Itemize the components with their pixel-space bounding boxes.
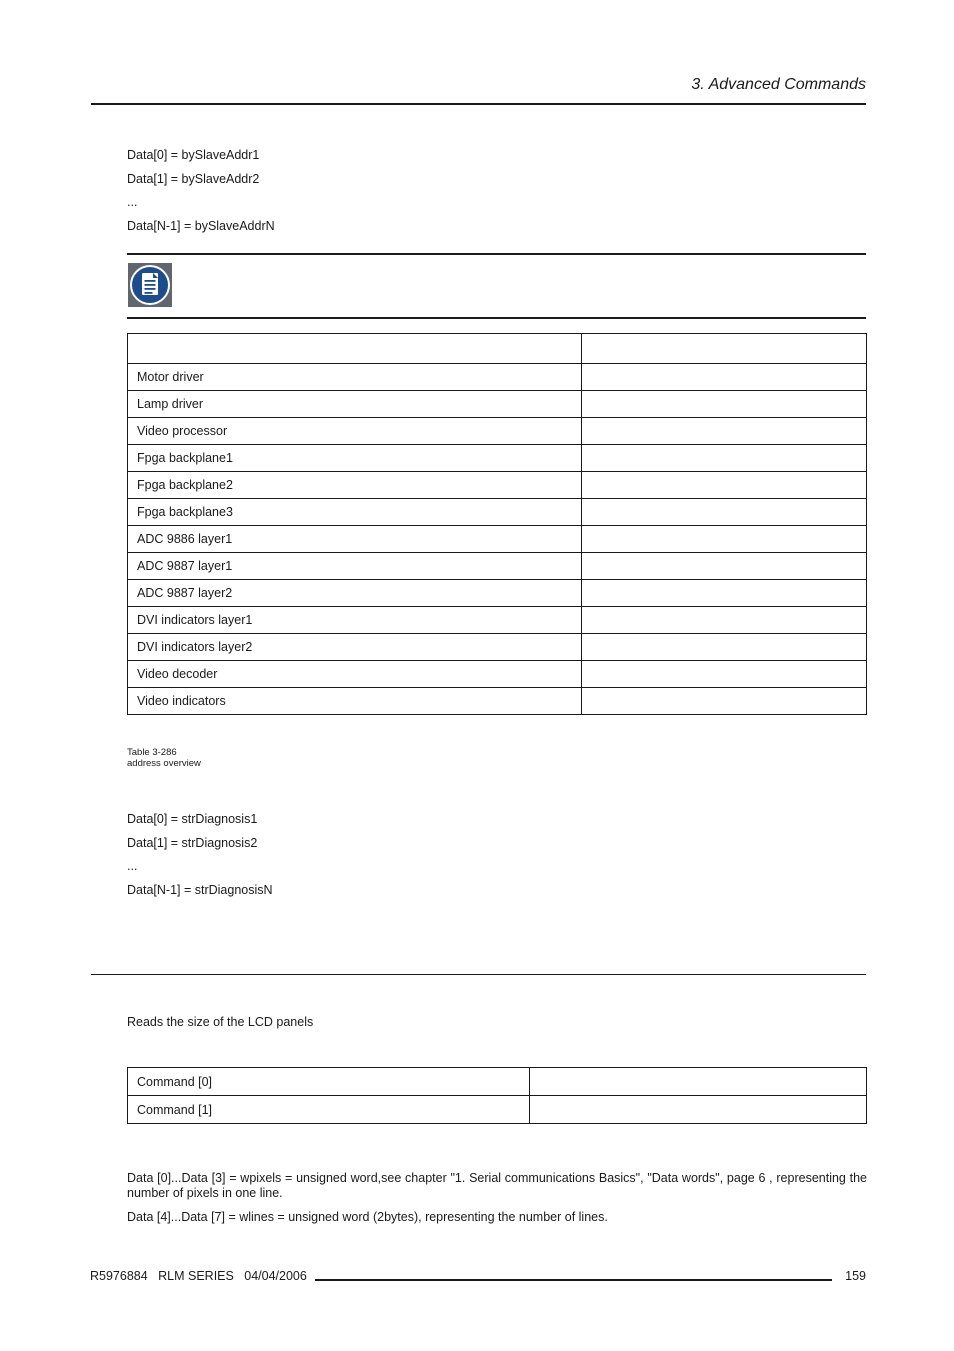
table-cell-value xyxy=(582,391,867,418)
table-cell-value xyxy=(582,418,867,445)
table-cell-name: Command [1] xyxy=(128,1096,530,1124)
table-row xyxy=(128,391,867,418)
table-row xyxy=(128,553,867,580)
table-cell-name: Command [0] xyxy=(128,1068,530,1096)
footer-series: RLM SERIES xyxy=(158,1269,234,1283)
table-cell-name: Video indicators xyxy=(128,688,582,715)
table-cell-value xyxy=(582,553,867,580)
table-cell-name: ADC 9887 layer2 xyxy=(128,580,582,607)
table-cell-value xyxy=(582,634,867,661)
table-row xyxy=(128,634,867,661)
address-table xyxy=(127,333,867,715)
table-row xyxy=(128,688,867,715)
table-caption-number: Table 3-286 xyxy=(127,747,177,758)
table-cell-name: Fpga backplane1 xyxy=(128,445,582,472)
reply-paragraph: Data [4]...Data [7] = wlines = unsigned word (2bytes), representing the number of lines. xyxy=(127,1210,608,1224)
note-top-rule xyxy=(127,253,866,255)
table-cell-name: Lamp driver xyxy=(128,391,582,418)
table-caption-text: address overview xyxy=(127,758,201,769)
footer-rule xyxy=(315,1279,832,1281)
table-row xyxy=(128,499,867,526)
table-cell-value xyxy=(582,445,867,472)
table-cell-value xyxy=(582,661,867,688)
table-header-cell xyxy=(582,334,867,364)
table-cell-name: Fpga backplane2 xyxy=(128,472,582,499)
note-document-icon xyxy=(128,263,172,307)
table-cell-value xyxy=(530,1068,867,1096)
page-header-title: 3. Advanced Commands xyxy=(691,76,866,93)
data-line: Data[0] = bySlaveAddr1 xyxy=(127,148,260,162)
table-row xyxy=(128,580,867,607)
data-line: ... xyxy=(127,195,138,209)
table-row xyxy=(128,472,867,499)
table-cell-name: ADC 9887 layer1 xyxy=(128,553,582,580)
section-description: Reads the size of the LCD panels xyxy=(127,1015,314,1029)
section-rule xyxy=(91,974,866,975)
data-line: Data[1] = strDiagnosis2 xyxy=(127,836,258,850)
table-cell-name: DVI indicators layer2 xyxy=(128,634,582,661)
table-row xyxy=(128,445,867,472)
table-cell-name: Video processor xyxy=(128,418,582,445)
table-cell-value xyxy=(582,364,867,391)
table-cell-value xyxy=(582,688,867,715)
table-row xyxy=(128,1068,867,1096)
table-row xyxy=(128,364,867,391)
footer-page-number: 159 xyxy=(845,1269,866,1283)
table-cell-value xyxy=(530,1096,867,1124)
table-cell-name: Video decoder xyxy=(128,661,582,688)
table-cell-value xyxy=(582,607,867,634)
header-rule xyxy=(91,103,866,105)
table-row xyxy=(128,661,867,688)
data-line: Data[N-1] = strDiagnosisN xyxy=(127,883,273,897)
table-cell-name: Fpga backplane3 xyxy=(128,499,582,526)
table-row xyxy=(128,526,867,553)
table-cell-value xyxy=(582,499,867,526)
table-header-row xyxy=(128,334,867,364)
table-cell-value xyxy=(582,580,867,607)
footer-doc-info xyxy=(90,1269,307,1283)
table-cell-value xyxy=(582,472,867,499)
footer-doc-id: R5976884 xyxy=(90,1269,148,1283)
data-line: Data[1] = bySlaveAddr2 xyxy=(127,172,260,186)
table-cell-name: ADC 9886 layer1 xyxy=(128,526,582,553)
table-row xyxy=(128,607,867,634)
note-bottom-rule xyxy=(127,317,866,319)
data-line: Data[0] = strDiagnosis1 xyxy=(127,812,258,826)
data-line: Data[N-1] = bySlaveAddrN xyxy=(127,219,275,233)
data-line: ... xyxy=(127,859,138,873)
table-cell-name: DVI indicators layer1 xyxy=(128,607,582,634)
command-table xyxy=(127,1067,867,1124)
table-cell-name: Motor driver xyxy=(128,364,582,391)
footer-date: 04/04/2006 xyxy=(244,1269,307,1283)
table-cell-value xyxy=(582,526,867,553)
table-header-cell xyxy=(128,334,582,364)
reply-paragraph: Data [0]...Data [3] = wpixels = unsigned word,see chapter "1. Serial communications Basics", "Data words", page 6 , representing the number of pixels in one line. xyxy=(127,1171,867,1200)
table-row xyxy=(128,418,867,445)
table-row xyxy=(128,1096,867,1124)
